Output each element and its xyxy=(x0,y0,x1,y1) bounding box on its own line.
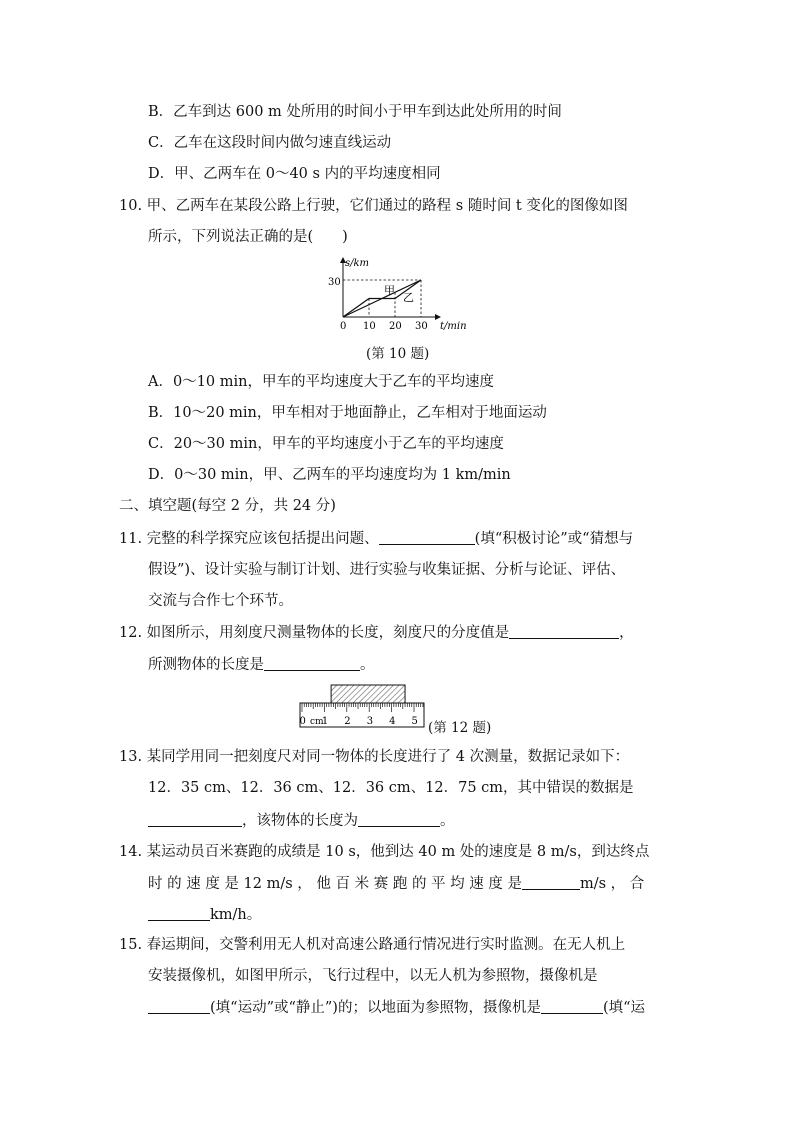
q14-line1: 14. 某运动员百米赛跑的成绩是 10 s，他到达 40 m 处的速度是 8 m/s，到达终点 xyxy=(119,844,650,860)
x-tick-label-10: 10 xyxy=(363,321,376,332)
ruler-label-5: 5 xyxy=(411,716,418,727)
q15-line1: 15. 春运期间，交警利用无人机对高速公路通行情况进行实时监测。在无人机上 xyxy=(119,937,626,953)
q13-line2: 12．35 cm、12．36 cm、12．36 cm、12．75 cm，其中错误的数据是 xyxy=(148,780,634,796)
q14-line2 xyxy=(148,873,644,894)
q14-blank-kmh[interactable] xyxy=(148,904,210,921)
q14-blank-speed[interactable] xyxy=(522,873,580,890)
q10-caption: (第 10 题) xyxy=(366,346,430,362)
q12-line2 xyxy=(148,654,375,675)
series-label-yi: 乙 xyxy=(403,291,414,304)
q14-line2-pre: 时 的 速 度 是 12 m/s ， 他 百 米 赛 跑 的 平 均 速 度 是 xyxy=(148,876,522,892)
q15-line2: 安装摄像机，如图甲所示，飞行过程中，以无人机为参照物，摄像机是 xyxy=(148,968,598,984)
q13-line1: 13. 某同学用同一把刻度尺对同一物体的长度进行了 4 次测量，数据记录如下： xyxy=(119,749,630,765)
q12-line2-post: 。 xyxy=(360,657,375,673)
q12-blank-division[interactable] xyxy=(509,622,619,639)
series-label-jia: 甲 xyxy=(384,284,395,297)
q14-line3 xyxy=(148,904,261,925)
q14-line3-post: km/h。 xyxy=(210,907,262,923)
ruler-label-3: 3 xyxy=(366,716,374,727)
q9-option-d: D．甲、乙两车在 0～40 s 内的平均速度相同 xyxy=(148,166,441,182)
q9-option-c: C．乙车在这段时间内做匀速直线运动 xyxy=(148,135,392,151)
q14-line2-post: m/s ， 合 xyxy=(580,876,645,892)
q15-blank-1[interactable] xyxy=(148,997,210,1014)
q13-line3 xyxy=(148,810,455,831)
q10-stem-line1: 10. 甲、乙两车在某段公路上行驶，它们通过的路程 s 随时间 t 变化的图像如图 xyxy=(119,198,628,214)
q12-text-post: ， xyxy=(619,625,634,641)
y-axis-label: s/km xyxy=(345,258,370,269)
ruler-unit: cm xyxy=(310,717,324,727)
y-tick-label-30: 30 xyxy=(328,277,341,288)
q11-line1 xyxy=(119,528,633,549)
q10-option-a: A．0～10 min，甲车的平均速度大于乙车的平均速度 xyxy=(148,374,494,390)
q11-text-pre: 11. 完整的科学探究应该包括提出问题、 xyxy=(119,531,379,547)
q12-text-pre: 12. 如图所示，用刻度尺测量物体的长度，刻度尺的分度值是 xyxy=(119,625,510,641)
q13-blank-wrong[interactable] xyxy=(148,810,242,827)
q12-line2-pre: 所测物体的长度是 xyxy=(148,657,264,673)
ruler-label-2: 2 xyxy=(344,716,351,727)
q15-line3-end: (填“运 xyxy=(602,1000,646,1016)
q15-line3-mid: (填“运动”或“静止”)的；以地面为参照物，摄像机是 xyxy=(210,1000,541,1016)
x-axis-label: t/min xyxy=(440,321,467,332)
ruler-label-0: 0 xyxy=(299,716,306,727)
x-tick-label-0: 0 xyxy=(340,321,347,332)
q12-blank-length[interactable] xyxy=(264,654,360,671)
q10-stem-line2: 所示，下列说法正确的是( ) xyxy=(148,229,348,245)
q11-answer-blank[interactable] xyxy=(379,528,475,545)
q11-text-post: (填“积极讨论”或“猜想与 xyxy=(474,531,634,547)
q10-option-d: D．0～30 min，甲、乙两车的平均速度均为 1 km/min xyxy=(148,467,511,483)
q10-chart xyxy=(320,254,470,336)
x-tick-label-30: 30 xyxy=(415,321,428,332)
q15-line3 xyxy=(148,997,645,1018)
measured-object xyxy=(331,685,405,703)
q12-caption: (第 12 题) xyxy=(428,720,492,736)
q13-line3-end: 。 xyxy=(440,813,455,829)
q13-line3-mid: ，该物体的长度为 xyxy=(242,813,358,829)
q12-line1 xyxy=(119,622,634,643)
ruler-label-1: 1 xyxy=(321,716,329,727)
q9-option-b: B．乙车到达 600 m 处所用的时间小于甲车到达此处所用的时间 xyxy=(148,104,562,120)
section-title: 二、填空题(每空 2 分，共 24 分) xyxy=(119,498,336,514)
ruler-label-4: 4 xyxy=(389,716,396,727)
q15-blank-2[interactable] xyxy=(541,997,603,1014)
q11-line3: 交流与合作七个环节。 xyxy=(148,593,293,609)
q12-ruler-figure xyxy=(298,684,428,732)
q11-line2: 假设”)、设计实验与制订计划、进行实验与收集证据、分析与论证、评估、 xyxy=(148,562,626,578)
x-tick-label-20: 20 xyxy=(389,321,402,332)
q10-option-b: B．10～20 min，甲车相对于地面静止，乙车相对于地面运动 xyxy=(148,405,547,421)
q13-blank-length[interactable] xyxy=(358,810,440,827)
q10-option-c: C．20～30 min，甲车的平均速度小于乙车的平均速度 xyxy=(148,436,504,452)
